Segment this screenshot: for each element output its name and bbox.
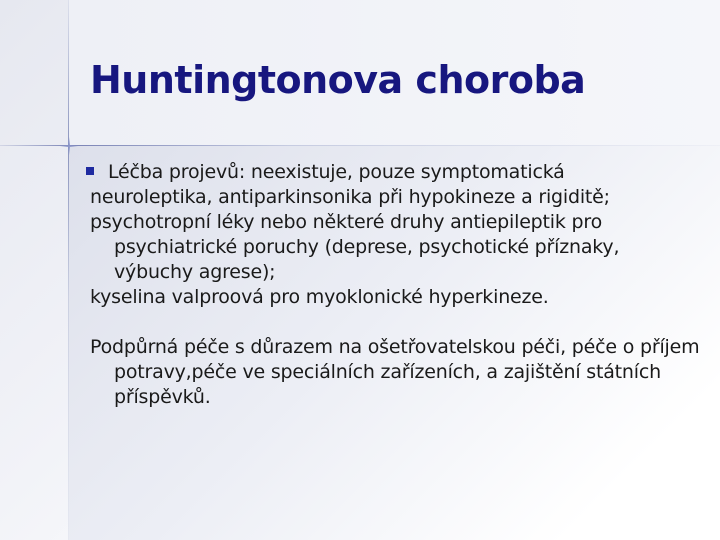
vertical-divider-line: [68, 0, 69, 540]
paragraph: neuroleptika, antiparkinsonika při hypokineze a rigiditě;: [90, 186, 610, 208]
bullet-paragraph: [90, 160, 700, 185]
slide-body: [90, 160, 700, 410]
paragraph: psychotropní léky nebo některé druhy antiepileptik pro psychiatrické poruchy (deprese, psychotické příznaky, výbuchy agrese);: [90, 211, 620, 283]
paragraph-spacer: [90, 310, 700, 335]
slide-title: Huntingtonova choroba: [90, 58, 586, 102]
sparkle-icon: [60, 137, 78, 155]
paragraph-text: Léčba projevů: neexistuje, pouze symptomatická: [108, 161, 565, 183]
bullet-square-icon: [86, 167, 94, 175]
paragraph: kyselina valproová pro myoklonické hyperkineze.: [90, 286, 549, 308]
paragraph: Podpůrná péče s důrazem na ošetřovatelskou péči, péče o příjem potravy,péče ve speciálních zařízeních, a zajištění státních příspěvků.: [90, 336, 700, 408]
horizontal-divider-line: [0, 145, 720, 146]
